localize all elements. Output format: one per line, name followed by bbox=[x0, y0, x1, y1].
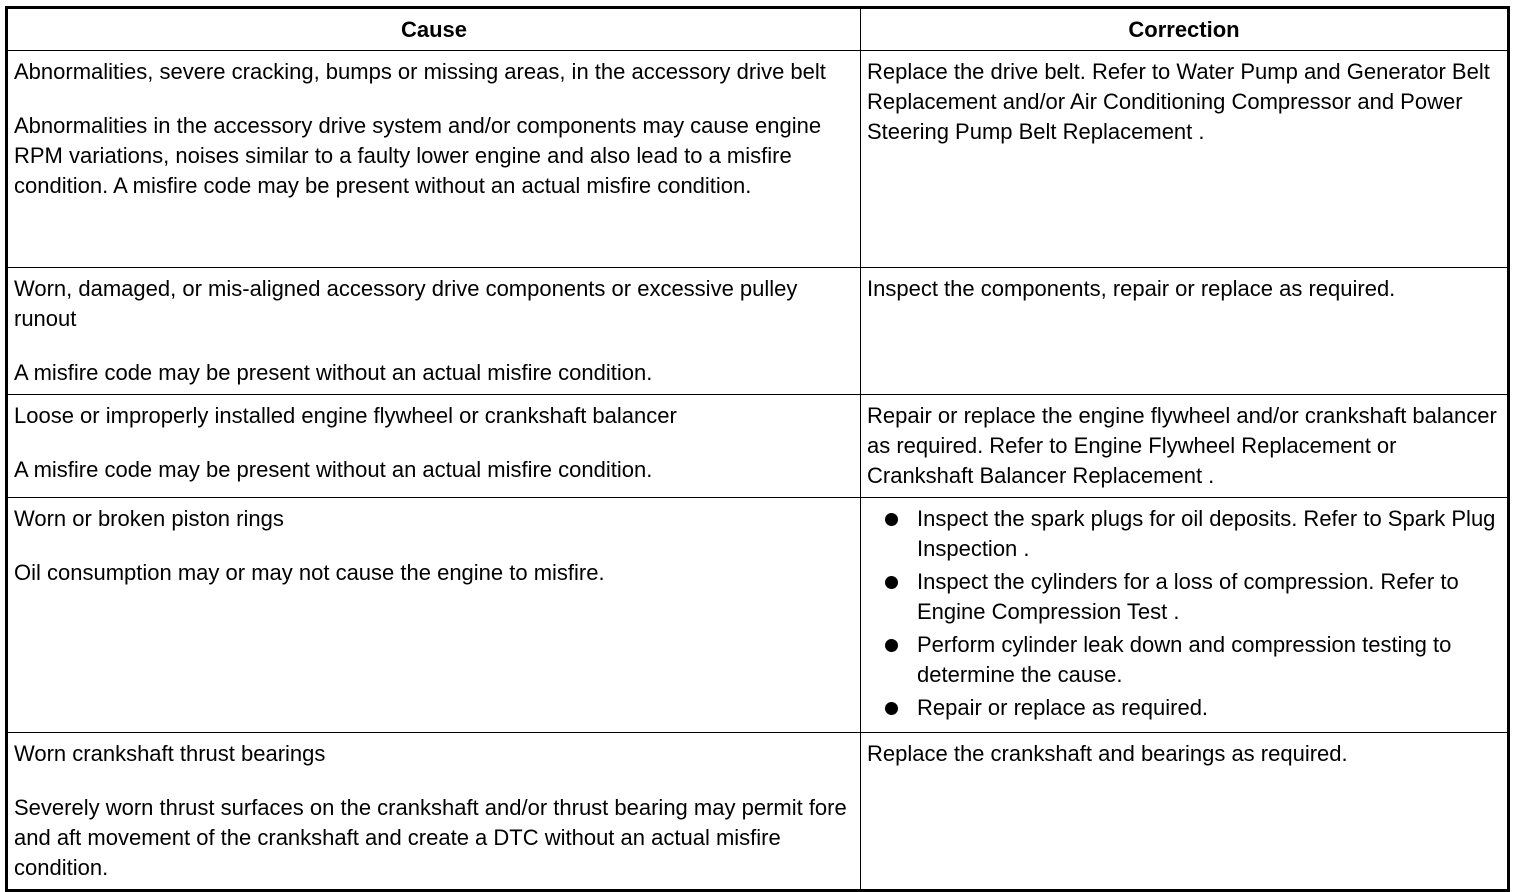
correction-bullet-list bbox=[867, 504, 1501, 723]
bullet-icon bbox=[885, 702, 898, 715]
cause-note: Abnormalities in the accessory drive system and/or components may cause engine RPM variations, noises similar to a faulty lower engine and also lead to a misfire condition. A misfire code may be present without an actual misfire condition. bbox=[14, 113, 822, 198]
bullet-icon bbox=[885, 639, 898, 652]
list-item-text: Repair or replace as required. bbox=[917, 695, 1209, 720]
bullet-icon bbox=[885, 513, 898, 526]
cause-note: A misfire code may be present without an actual misfire condition. bbox=[14, 457, 653, 482]
list-item-text: Inspect the spark plugs for oil deposits. Refer to Spark Plug Inspection . bbox=[917, 506, 1496, 561]
table-row bbox=[7, 268, 1509, 395]
table-row bbox=[7, 498, 1509, 733]
cause-cell bbox=[7, 498, 861, 733]
diagnostic-document bbox=[5, 6, 1507, 892]
correction-cell bbox=[861, 51, 1509, 268]
table-header-row bbox=[7, 8, 1509, 51]
bullet-icon bbox=[885, 576, 898, 589]
cause-title: Worn crankshaft thrust bearings bbox=[14, 741, 326, 766]
list-item-text: Perform cylinder leak down and compression testing to determine the cause. bbox=[917, 632, 1452, 687]
correction-cell bbox=[861, 268, 1509, 395]
correction-cell bbox=[861, 395, 1509, 498]
cause-note: A misfire code may be present without an actual misfire condition. bbox=[14, 360, 653, 385]
cause-title: Loose or improperly installed engine flywheel or crankshaft balancer bbox=[14, 403, 677, 428]
table-row bbox=[7, 395, 1509, 498]
cause-title: Worn, damaged, or mis-aligned accessory drive components or excessive pulley runout bbox=[14, 276, 798, 331]
cause-title: Worn or broken piston rings bbox=[14, 506, 284, 531]
correction-text: Repair or replace the engine flywheel and/or crankshaft balancer as required. Refer to Engine Flywheel Replacement or Crankshaft Balancer Replacement . bbox=[867, 403, 1497, 488]
cause-cell bbox=[7, 395, 861, 498]
correction-cell bbox=[861, 733, 1509, 891]
cause-cell bbox=[7, 268, 861, 395]
cause-note: Severely worn thrust surfaces on the crankshaft and/or thrust bearing may permit fore and aft movement of the crankshaft and create a DTC without an actual misfire condition. bbox=[14, 795, 847, 880]
correction-text: Replace the crankshaft and bearings as required. bbox=[867, 741, 1348, 766]
cause-cell bbox=[7, 733, 861, 891]
correction-text: Inspect the components, repair or replace as required. bbox=[867, 276, 1396, 301]
table-row bbox=[7, 733, 1509, 891]
correction-column-header: Correction bbox=[861, 8, 1509, 51]
list-item-text: Inspect the cylinders for a loss of compression. Refer to Engine Compression Test . bbox=[917, 569, 1459, 624]
table-row bbox=[7, 51, 1509, 268]
cause-column-header: Cause bbox=[7, 8, 861, 51]
cause-correction-table bbox=[5, 6, 1510, 892]
list-item bbox=[867, 693, 1501, 723]
correction-text: Replace the drive belt. Refer to Water Pump and Generator Belt Replacement and/or Air Conditioning Compressor and Power Steering Pump Belt Replacement . bbox=[867, 59, 1490, 144]
list-item bbox=[867, 567, 1501, 627]
cause-title: Abnormalities, severe cracking, bumps or missing areas, in the accessory drive belt bbox=[14, 59, 826, 84]
list-item bbox=[867, 504, 1501, 564]
list-item bbox=[867, 630, 1501, 690]
correction-cell bbox=[861, 498, 1509, 733]
cause-note: Oil consumption may or may not cause the engine to misfire. bbox=[14, 560, 605, 585]
cause-cell bbox=[7, 51, 861, 268]
